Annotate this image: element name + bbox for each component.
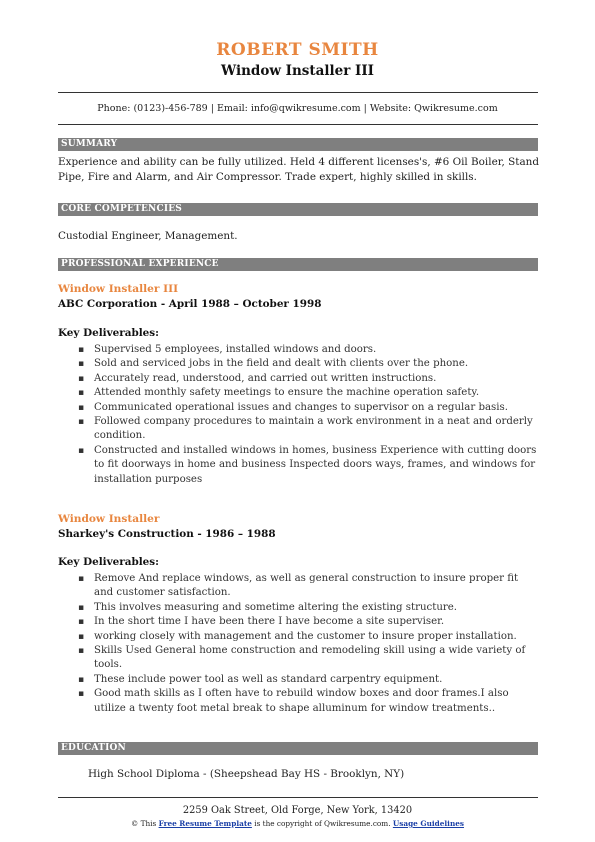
bullet-item: ▪ Accurately read, understood, and carried out written instructions. bbox=[58, 372, 538, 386]
header-bottom-rule bbox=[58, 124, 538, 125]
summary-heading: SUMMARY bbox=[58, 138, 538, 151]
bullet-item: ▪ In the short time I have been there I have become a site superviser. bbox=[58, 615, 538, 629]
usage-guidelines-link[interactable]: Usage Guidelines bbox=[392, 819, 465, 828]
experience-heading: PROFESSIONAL EXPERIENCE bbox=[58, 258, 538, 271]
summary-text: Experience and ability can be fully utilized. Held 4 different licenses's, #6 Oil Boiler, Stand Pipe, Fire and Alarm, and Air Compressor. Trade expert, highly skilled in skills. bbox=[58, 156, 539, 183]
bullet-item: ▪ Constructed and installed windows in homes, business Experience with cutting doors to fit doorways in home and business Inspected doors ways, frames, and windows for installation purposes bbox=[58, 444, 538, 487]
bullet-item: ▪ Sold and serviced jobs in the field and dealt with clients over the phone. bbox=[58, 357, 538, 371]
education-heading: EDUCATION bbox=[58, 742, 538, 755]
bullet-item: ▪ This involves measuring and sometime altering the existing structure. bbox=[58, 601, 538, 615]
header-top-rule bbox=[58, 92, 538, 93]
job-role: Window Installer III bbox=[58, 283, 179, 295]
bullet-item: ▪ These include power tool as well as standard carpentry equipment. bbox=[58, 673, 538, 687]
free-resume-template-link[interactable]: Free Resume Template bbox=[158, 819, 252, 828]
competencies-heading: CORE COMPETENCIES bbox=[58, 203, 538, 216]
job-bullets bbox=[58, 343, 538, 487]
bullet-item: ▪ Followed company procedures to maintain a work environment in a neat and orderly condition. bbox=[58, 415, 538, 444]
key-deliverables-label: Key Deliverables: bbox=[58, 556, 159, 568]
bullet-item: ▪ Supervised 5 employees, installed windows and doors. bbox=[58, 343, 538, 357]
bullet-item: ▪ Communicated operational issues and changes to supervisor on a regular basis. bbox=[58, 401, 538, 415]
bullet-item: ▪ working closely with management and the customer to insure proper installation. bbox=[58, 630, 538, 644]
job-company: Sharkey's Construction - 1986 – 1988 bbox=[58, 528, 276, 540]
bullet-item: ▪ Skills Used General home construction and remodeling skill using a wide variety of tools. bbox=[58, 644, 538, 673]
job-company: ABC Corporation - April 1988 – October 1998 bbox=[58, 298, 322, 310]
key-deliverables-label: Key Deliverables: bbox=[58, 327, 159, 339]
copyright-middle: is the copyright of Qwikresume.com. bbox=[254, 819, 391, 828]
job-bullets bbox=[58, 572, 538, 716]
bullet-item: ▪ Good math skills as I often have to rebuild window boxes and door frames.I also utilize a twenty foot metal break to shape alluminum for window treatments.. bbox=[58, 687, 538, 716]
competencies-text: Custodial Engineer, Management. bbox=[58, 230, 238, 242]
contact-line: Phone: (0123)-456-789 | Email: info@qwikresume.com | Website: Qwikresume.com bbox=[97, 103, 498, 114]
bullet-item: ▪ Attended monthly safety meetings to ensure the machine operation safety. bbox=[58, 386, 538, 400]
footer-copyright bbox=[0, 819, 595, 828]
job-role: Window Installer bbox=[58, 513, 160, 525]
footer-rule bbox=[58, 797, 538, 798]
bullet-item: ▪ Remove And replace windows, as well as general construction to insure proper fit and customer satisfaction. bbox=[58, 572, 538, 601]
footer-address: 2259 Oak Street, Old Forge, New York, 13420 bbox=[182, 805, 413, 816]
candidate-name: ROBERT SMITH bbox=[216, 40, 379, 60]
copyright-prefix: © This bbox=[130, 819, 157, 828]
candidate-title: Window Installer III bbox=[221, 63, 374, 79]
education-entry: High School Diploma - (Sheepshead Bay HS - Brooklyn, NY) bbox=[88, 768, 405, 780]
